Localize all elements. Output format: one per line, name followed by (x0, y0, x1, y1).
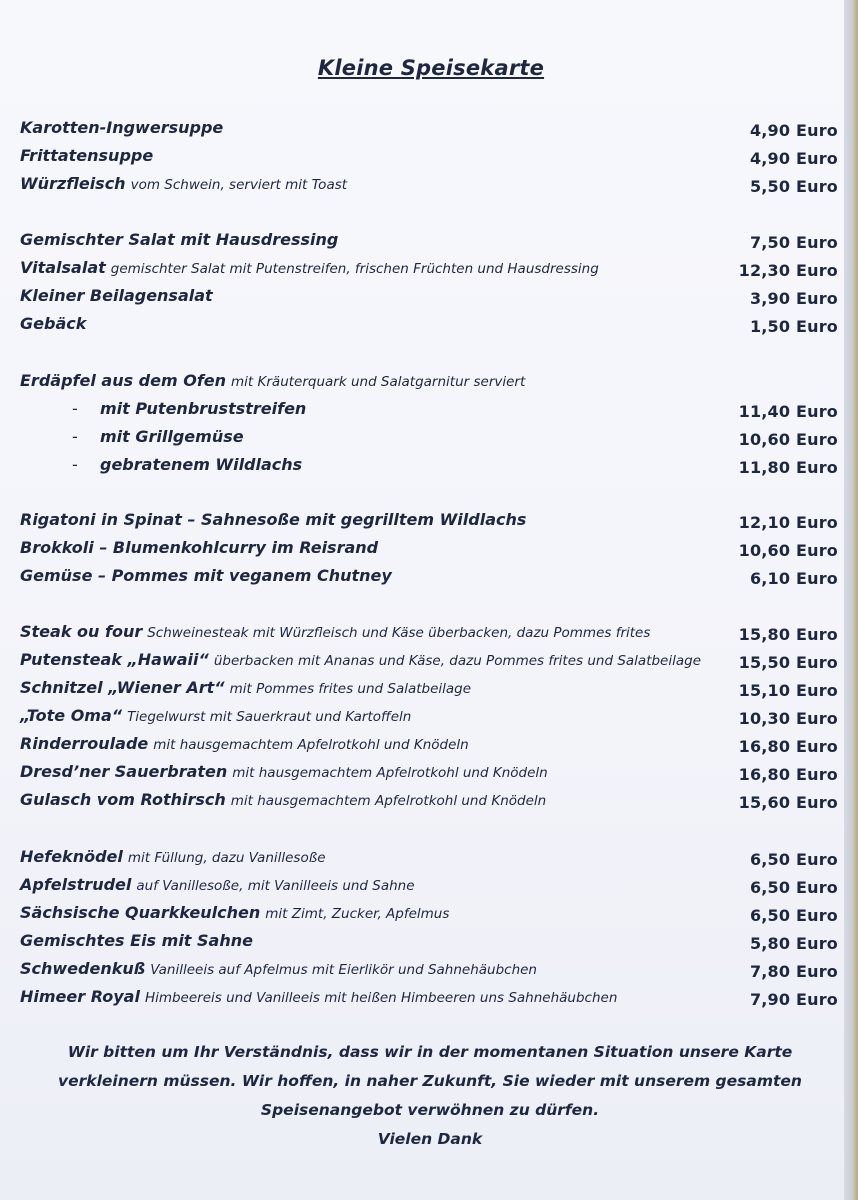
item-name: Gemischtes Eis mit Sahne (20, 931, 253, 950)
item-description: mit Kräuterquark und Salatgarnitur serviert (231, 374, 526, 390)
item-price: 6,50 Euro (749, 878, 838, 897)
item-price: 10,60 Euro (738, 430, 838, 449)
item-name: Gebäck (20, 314, 87, 333)
item-price: 7,50 Euro (749, 233, 838, 252)
menu-item (20, 564, 838, 590)
item-price: 6,50 Euro (749, 850, 838, 869)
item-name: Putensteak „Hawaii“ überbacken mit Ananas und Käse, dazu Pommes frites und Salatbeilage (20, 650, 702, 669)
item-price: 15,80 Euro (738, 625, 838, 644)
menu-item (20, 312, 838, 338)
item-name: „Tote Oma“ Tiegelwurst mit Sauerkraut und Kartoffeln (20, 706, 412, 725)
item-price: 5,80 Euro (749, 934, 838, 953)
footer-line: Speisenangebot verwöhnen zu dürfen. (260, 1101, 600, 1119)
item-name: mit Grillgemüse (100, 427, 244, 446)
item-name: Vitalsalat gemischter Salat mit Putenstreifen, frischen Früchten und Hausdressing (20, 258, 599, 277)
bullet-dash: - (72, 455, 78, 474)
footer-line: Wir bitten um Ihr Verständnis, dass wir in der momentanen Situation unsere Karte (67, 1043, 793, 1061)
item-name: Kleiner Beilagensalat (20, 286, 213, 305)
item-name: Himeer Royal Himbeereis und Vanilleeis mit heißen Himbeeren uns Sahnehäubchen (20, 987, 618, 1006)
menu-item (20, 929, 838, 955)
item-price: 6,50 Euro (749, 906, 838, 925)
menu-item (20, 760, 838, 786)
menu-item (20, 228, 838, 254)
item-name: Schnitzel „Wiener Art“ mit Pommes frites und Salatbeilage (20, 678, 472, 697)
menu-item (20, 284, 838, 310)
footer-signoff: Vielen Dank (377, 1130, 483, 1148)
item-name: Karotten-Ingwersuppe (20, 118, 224, 137)
menu-item (20, 620, 838, 646)
menu-title: Kleine Speisekarte (317, 56, 545, 80)
menu-item (20, 732, 838, 758)
menu-item (20, 901, 838, 927)
footer-line: verkleinern müssen. Wir hoffen, in naher Zukunft, Sie wieder mit unserem gesamten (58, 1072, 802, 1090)
item-name: mit Putenbruststreifen (100, 399, 307, 418)
item-description: vom Schwein, serviert mit Toast (130, 177, 348, 193)
menu-item (20, 144, 838, 170)
menu-item (20, 172, 838, 198)
item-price: 5,50 Euro (749, 177, 838, 196)
item-name: Rigatoni in Spinat – Sahnesoße mit gegrilltem Wildlachs (20, 510, 527, 529)
item-price: 15,10 Euro (738, 681, 838, 700)
item-price: 11,80 Euro (738, 458, 838, 477)
item-description: überbacken mit Ananas und Käse, dazu Pommes frites und Salatbeilage (213, 653, 702, 669)
item-name: Hefeknödel mit Füllung, dazu Vanillesoße (20, 847, 326, 866)
item-name: Schwedenkuß Vanilleeis auf Apfelmus mit Eierlikör und Sahnehäubchen (20, 959, 537, 978)
item-price: 4,90 Euro (749, 149, 838, 168)
item-name: Erdäpfel aus dem Ofen mit Kräuterquark und Salatgarnitur serviert (20, 371, 526, 390)
item-description: gemischter Salat mit Putenstreifen, frischen Früchten und Hausdressing (110, 261, 599, 277)
item-description: mit Füllung, dazu Vanillesoße (127, 850, 326, 866)
item-name: Sächsische Quarkkeulchen mit Zimt, Zucker, Apfelmus (20, 903, 450, 922)
item-price: 11,40 Euro (738, 402, 838, 421)
item-price: 7,80 Euro (749, 962, 838, 981)
item-description: mit hausgemachtem Apfelrotkohl und Knödeln (153, 737, 469, 753)
footer-note (30, 1038, 830, 1154)
item-name: Frittatensuppe (20, 146, 154, 165)
menu-item (20, 648, 838, 674)
item-description: Himbeereis und Vanilleeis mit heißen Himbeeren uns Sahnehäubchen (144, 990, 618, 1006)
item-price: 16,80 Euro (738, 765, 838, 784)
menu-item (20, 536, 838, 562)
item-description: Schweinesteak mit Würzfleisch und Käse überbacken, dazu Pommes frites (147, 625, 651, 641)
item-name: Dresd’ner Sauerbraten mit hausgemachtem Apfelrotkohl und Knödeln (20, 762, 548, 781)
page-edge (844, 0, 858, 1200)
item-price: 10,30 Euro (738, 709, 838, 728)
menu-sub-item (20, 453, 838, 479)
menu-item (20, 873, 838, 899)
item-price: 15,50 Euro (738, 653, 838, 672)
item-description: Tiegelwurst mit Sauerkraut und Kartoffeln (127, 709, 412, 725)
item-price: 16,80 Euro (738, 737, 838, 756)
menu-item (20, 788, 838, 814)
item-price: 3,90 Euro (749, 289, 838, 308)
item-price: 4,90 Euro (749, 121, 838, 140)
item-name: Rinderroulade mit hausgemachtem Apfelrotkohl und Knödeln (20, 734, 469, 753)
item-name: Gemischter Salat mit Hausdressing (20, 230, 339, 249)
menu-item (20, 676, 838, 702)
item-name: Steak ou four Schweinesteak mit Würzfleisch und Käse überbacken, dazu Pommes frites (20, 622, 651, 641)
item-price: 12,10 Euro (738, 513, 838, 532)
menu-sub-item (20, 425, 838, 451)
bullet-dash: - (72, 427, 78, 446)
menu-item (20, 845, 838, 871)
item-name: Gemüse – Pommes mit veganem Chutney (20, 566, 392, 585)
item-name: Apfelstrudel auf Vanillesoße, mit Vanilleeis und Sahne (20, 875, 415, 894)
item-description: mit hausgemachtem Apfelrotkohl und Knödeln (230, 793, 547, 809)
item-price: 7,90 Euro (749, 990, 838, 1009)
item-name: Brokkoli – Blumenkohlcurry im Reisrand (20, 538, 379, 557)
bullet-dash: - (72, 399, 78, 418)
item-description: mit Zimt, Zucker, Apfelmus (265, 906, 450, 922)
menu-item (20, 704, 838, 730)
item-description: Vanilleeis auf Apfelmus mit Eierlikör und Sahnehäubchen (150, 962, 537, 978)
item-price: 12,30 Euro (738, 261, 838, 280)
item-price: 6,10 Euro (749, 569, 838, 588)
menu-item (20, 116, 838, 142)
menu-item (20, 957, 838, 983)
menu-item (20, 508, 838, 534)
item-price: 10,60 Euro (738, 541, 838, 560)
item-name: Gulasch vom Rothirsch mit hausgemachtem Apfelrotkohl und Knödeln (20, 790, 547, 809)
item-description: auf Vanillesoße, mit Vanilleeis und Sahne (136, 878, 415, 894)
item-name: gebratenem Wildlachs (100, 455, 303, 474)
item-price: 1,50 Euro (749, 317, 838, 336)
menu-item (20, 256, 838, 282)
item-description: mit hausgemachtem Apfelrotkohl und Knödeln (232, 765, 548, 781)
menu-sub-item (20, 397, 838, 423)
item-price: 15,60 Euro (738, 793, 838, 812)
item-name: Würzfleisch vom Schwein, serviert mit Toast (20, 174, 348, 193)
item-description: mit Pommes frites und Salatbeilage (229, 681, 472, 697)
menu-item-header (20, 369, 838, 395)
menu-item (20, 985, 838, 1011)
